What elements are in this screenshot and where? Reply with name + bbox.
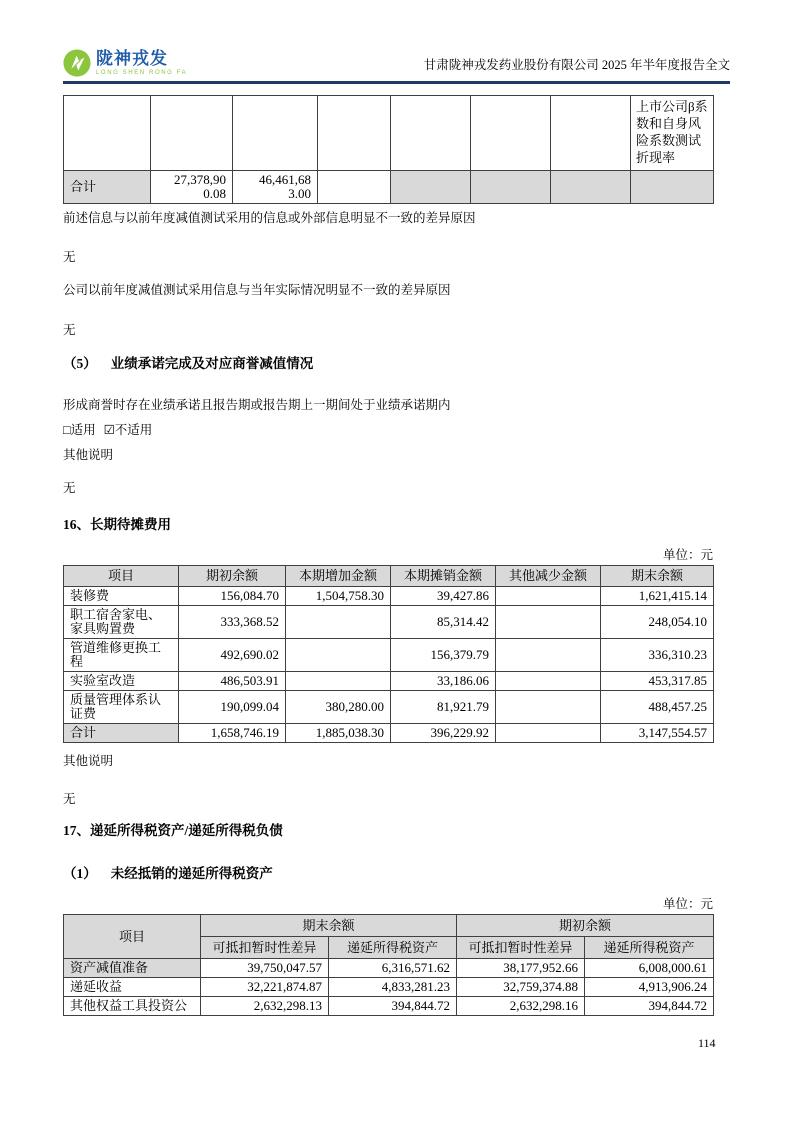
other-note-label: 其他说明 [63, 754, 114, 768]
other-note-label: 其他说明 [63, 448, 114, 462]
section17-sub-number: （1） [63, 866, 97, 881]
header-rule [63, 81, 730, 84]
value-cell: 492,690.02 [179, 639, 286, 672]
diff-reason-paragraph-1: 前述信息与以前年度减值测试采用的信息或外部信息明显不一致的差异原因 [63, 211, 476, 225]
empty-cell [471, 171, 551, 204]
table-header-row [64, 915, 714, 937]
page-number: 114 [698, 1036, 716, 1050]
table-header-row [64, 566, 714, 587]
column-header: 其他减少金额 [496, 566, 601, 587]
table-row [64, 672, 714, 691]
table-row [64, 171, 714, 204]
column-header: 可抵扣暂时性差异 [457, 937, 585, 959]
value-cell [496, 691, 601, 724]
column-header: 递延所得税资产 [329, 937, 457, 959]
column-header: 项目 [64, 915, 201, 959]
value-cell [496, 672, 601, 691]
long-term-amortized-expense-table [63, 565, 714, 743]
value-cell: 486,503.91 [179, 672, 286, 691]
value-cell: 4,913,906.24 [585, 978, 714, 997]
value-cell [286, 672, 391, 691]
unit-label: 单位：元 [662, 548, 713, 562]
column-group-header: 期末余额 [201, 915, 457, 937]
value-cell: 190,099.04 [179, 691, 286, 724]
row-label-cell: 其他权益工具投资公 [64, 997, 201, 1016]
value-cell: 1,621,415.14 [601, 587, 714, 606]
row-label-cell: 装修费 [64, 587, 179, 606]
checkbox-unchecked-icon: □ [63, 423, 71, 437]
section5-number: （5） [63, 356, 97, 371]
goodwill-discount-table [63, 95, 714, 204]
section5-title: 业绩承诺完成及对应商誉减值情况 [110, 356, 314, 371]
column-group-header: 期初余额 [457, 915, 714, 937]
column-header: 项目 [64, 566, 179, 587]
value-cell: 488,457.25 [601, 691, 714, 724]
value-cell: 38,177,952.66 [457, 959, 585, 978]
value-cell: 6,008,000.61 [585, 959, 714, 978]
none-text: 无 [63, 323, 76, 337]
row-label-cell: 实验室改造 [64, 672, 179, 691]
unit-label: 单位：元 [662, 897, 713, 911]
value-cell [496, 606, 601, 639]
applicable-label: 适用 [70, 423, 96, 437]
column-header: 递延所得税资产 [585, 937, 714, 959]
value-cell [286, 639, 391, 672]
value-cell: 333,368.52 [179, 606, 286, 639]
empty-cell [391, 96, 471, 171]
empty-cell [233, 96, 318, 171]
logo-text-en: LONG SHEN RONG FA [96, 70, 188, 76]
value-cell: 1,658,746.19 [179, 724, 286, 743]
value-cell: 156,379.79 [391, 639, 496, 672]
applicability-line [63, 422, 730, 438]
value-cell: 27,378,900.08 [151, 171, 233, 204]
value-cell: 394,844.72 [329, 997, 457, 1016]
empty-cell [318, 96, 391, 171]
empty-cell [391, 171, 471, 204]
value-cell: 248,054.10 [601, 606, 714, 639]
other-note-value: 无 [63, 481, 76, 495]
report-header [63, 45, 730, 77]
value-cell: 46,461,683.00 [233, 171, 318, 204]
empty-cell [151, 96, 233, 171]
value-cell: 6,316,571.62 [329, 959, 457, 978]
row-label-cell: 资产减值准备 [64, 959, 201, 978]
value-cell: 4,833,281.23 [329, 978, 457, 997]
table-row [64, 978, 714, 997]
empty-cell [318, 171, 391, 204]
value-cell: 3,147,554.57 [601, 724, 714, 743]
total-label-cell: 合计 [64, 171, 151, 204]
company-logo [63, 49, 187, 77]
value-cell: 81,921.79 [391, 691, 496, 724]
column-header: 可抵扣暂时性差异 [201, 937, 329, 959]
row-label-cell: 职工宿舍家电、家具购置费 [64, 606, 179, 639]
value-cell: 394,844.72 [585, 997, 714, 1016]
value-cell: 33,186.06 [391, 672, 496, 691]
row-label-cell: 合计 [64, 724, 179, 743]
value-cell: 39,427.86 [391, 587, 496, 606]
table-row [64, 587, 714, 606]
value-cell: 32,759,374.88 [457, 978, 585, 997]
column-header: 本期增加金额 [286, 566, 391, 587]
value-cell: 32,221,874.87 [201, 978, 329, 997]
column-header: 期初余额 [179, 566, 286, 587]
section17-heading: 17、递延所得税资产/递延所得税负债 [63, 823, 283, 838]
section5-heading [63, 355, 730, 373]
row-label-cell: 递延收益 [64, 978, 201, 997]
logo-text [96, 50, 187, 76]
empty-cell [64, 96, 151, 171]
logo-icon [63, 49, 91, 77]
value-cell: 85,314.42 [391, 606, 496, 639]
diff-reason-paragraph-2: 公司以前年度减值测试采用信息与当年实际情况明显不一致的差异原因 [63, 283, 451, 297]
table-row [64, 639, 714, 672]
value-cell: 396,229.92 [391, 724, 496, 743]
none-text: 无 [63, 250, 76, 264]
value-cell: 2,632,298.16 [457, 997, 585, 1016]
value-cell: 1,504,758.30 [286, 587, 391, 606]
value-cell: 156,084.70 [179, 587, 286, 606]
column-header: 期末余额 [601, 566, 714, 587]
beta-discount-header-cell: 上市公司β系数和自身风险系数测试折现率 [631, 96, 714, 171]
other-note-value: 无 [63, 792, 76, 806]
value-cell [496, 639, 601, 672]
table-row [64, 959, 714, 978]
not-applicable-label: 不适用 [114, 423, 153, 437]
value-cell: 336,310.23 [601, 639, 714, 672]
value-cell [496, 587, 601, 606]
value-cell: 2,632,298.13 [201, 997, 329, 1016]
value-cell: 453,317.85 [601, 672, 714, 691]
value-cell [496, 724, 601, 743]
table-row [64, 997, 714, 1016]
empty-cell [551, 171, 631, 204]
value-cell: 380,280.00 [286, 691, 391, 724]
table-row [64, 724, 714, 743]
empty-cell [471, 96, 551, 171]
value-cell: 39,750,047.57 [201, 959, 329, 978]
row-label-cell: 质量管理体系认证费 [64, 691, 179, 724]
value-cell: 1,885,038.30 [286, 724, 391, 743]
logo-text-cn: 陇神戎发 [96, 49, 168, 68]
table-row [64, 691, 714, 724]
section17-sub-title: 未经抵销的递延所得税资产 [110, 866, 273, 881]
table-row [64, 606, 714, 639]
empty-cell [631, 171, 714, 204]
page-content [63, 95, 730, 1016]
goodwill-commitment-line: 形成商誉时存在业绩承诺且报告期或报告期上一期间处于业绩承诺期内 [63, 398, 451, 412]
empty-cell [551, 96, 631, 171]
table-row [64, 96, 714, 171]
checkbox-checked-icon: ☑ [103, 423, 115, 437]
row-label-cell: 管道维修更换工程 [64, 639, 179, 672]
section16-heading: 16、长期待摊费用 [63, 517, 171, 532]
deferred-tax-asset-table [63, 914, 714, 1016]
section17-sub-heading [63, 865, 730, 883]
report-title: 甘肃陇神戎发药业股份有限公司 2025 年半年度报告全文 [423, 58, 730, 72]
value-cell [286, 606, 391, 639]
column-header: 本期摊销金额 [391, 566, 496, 587]
